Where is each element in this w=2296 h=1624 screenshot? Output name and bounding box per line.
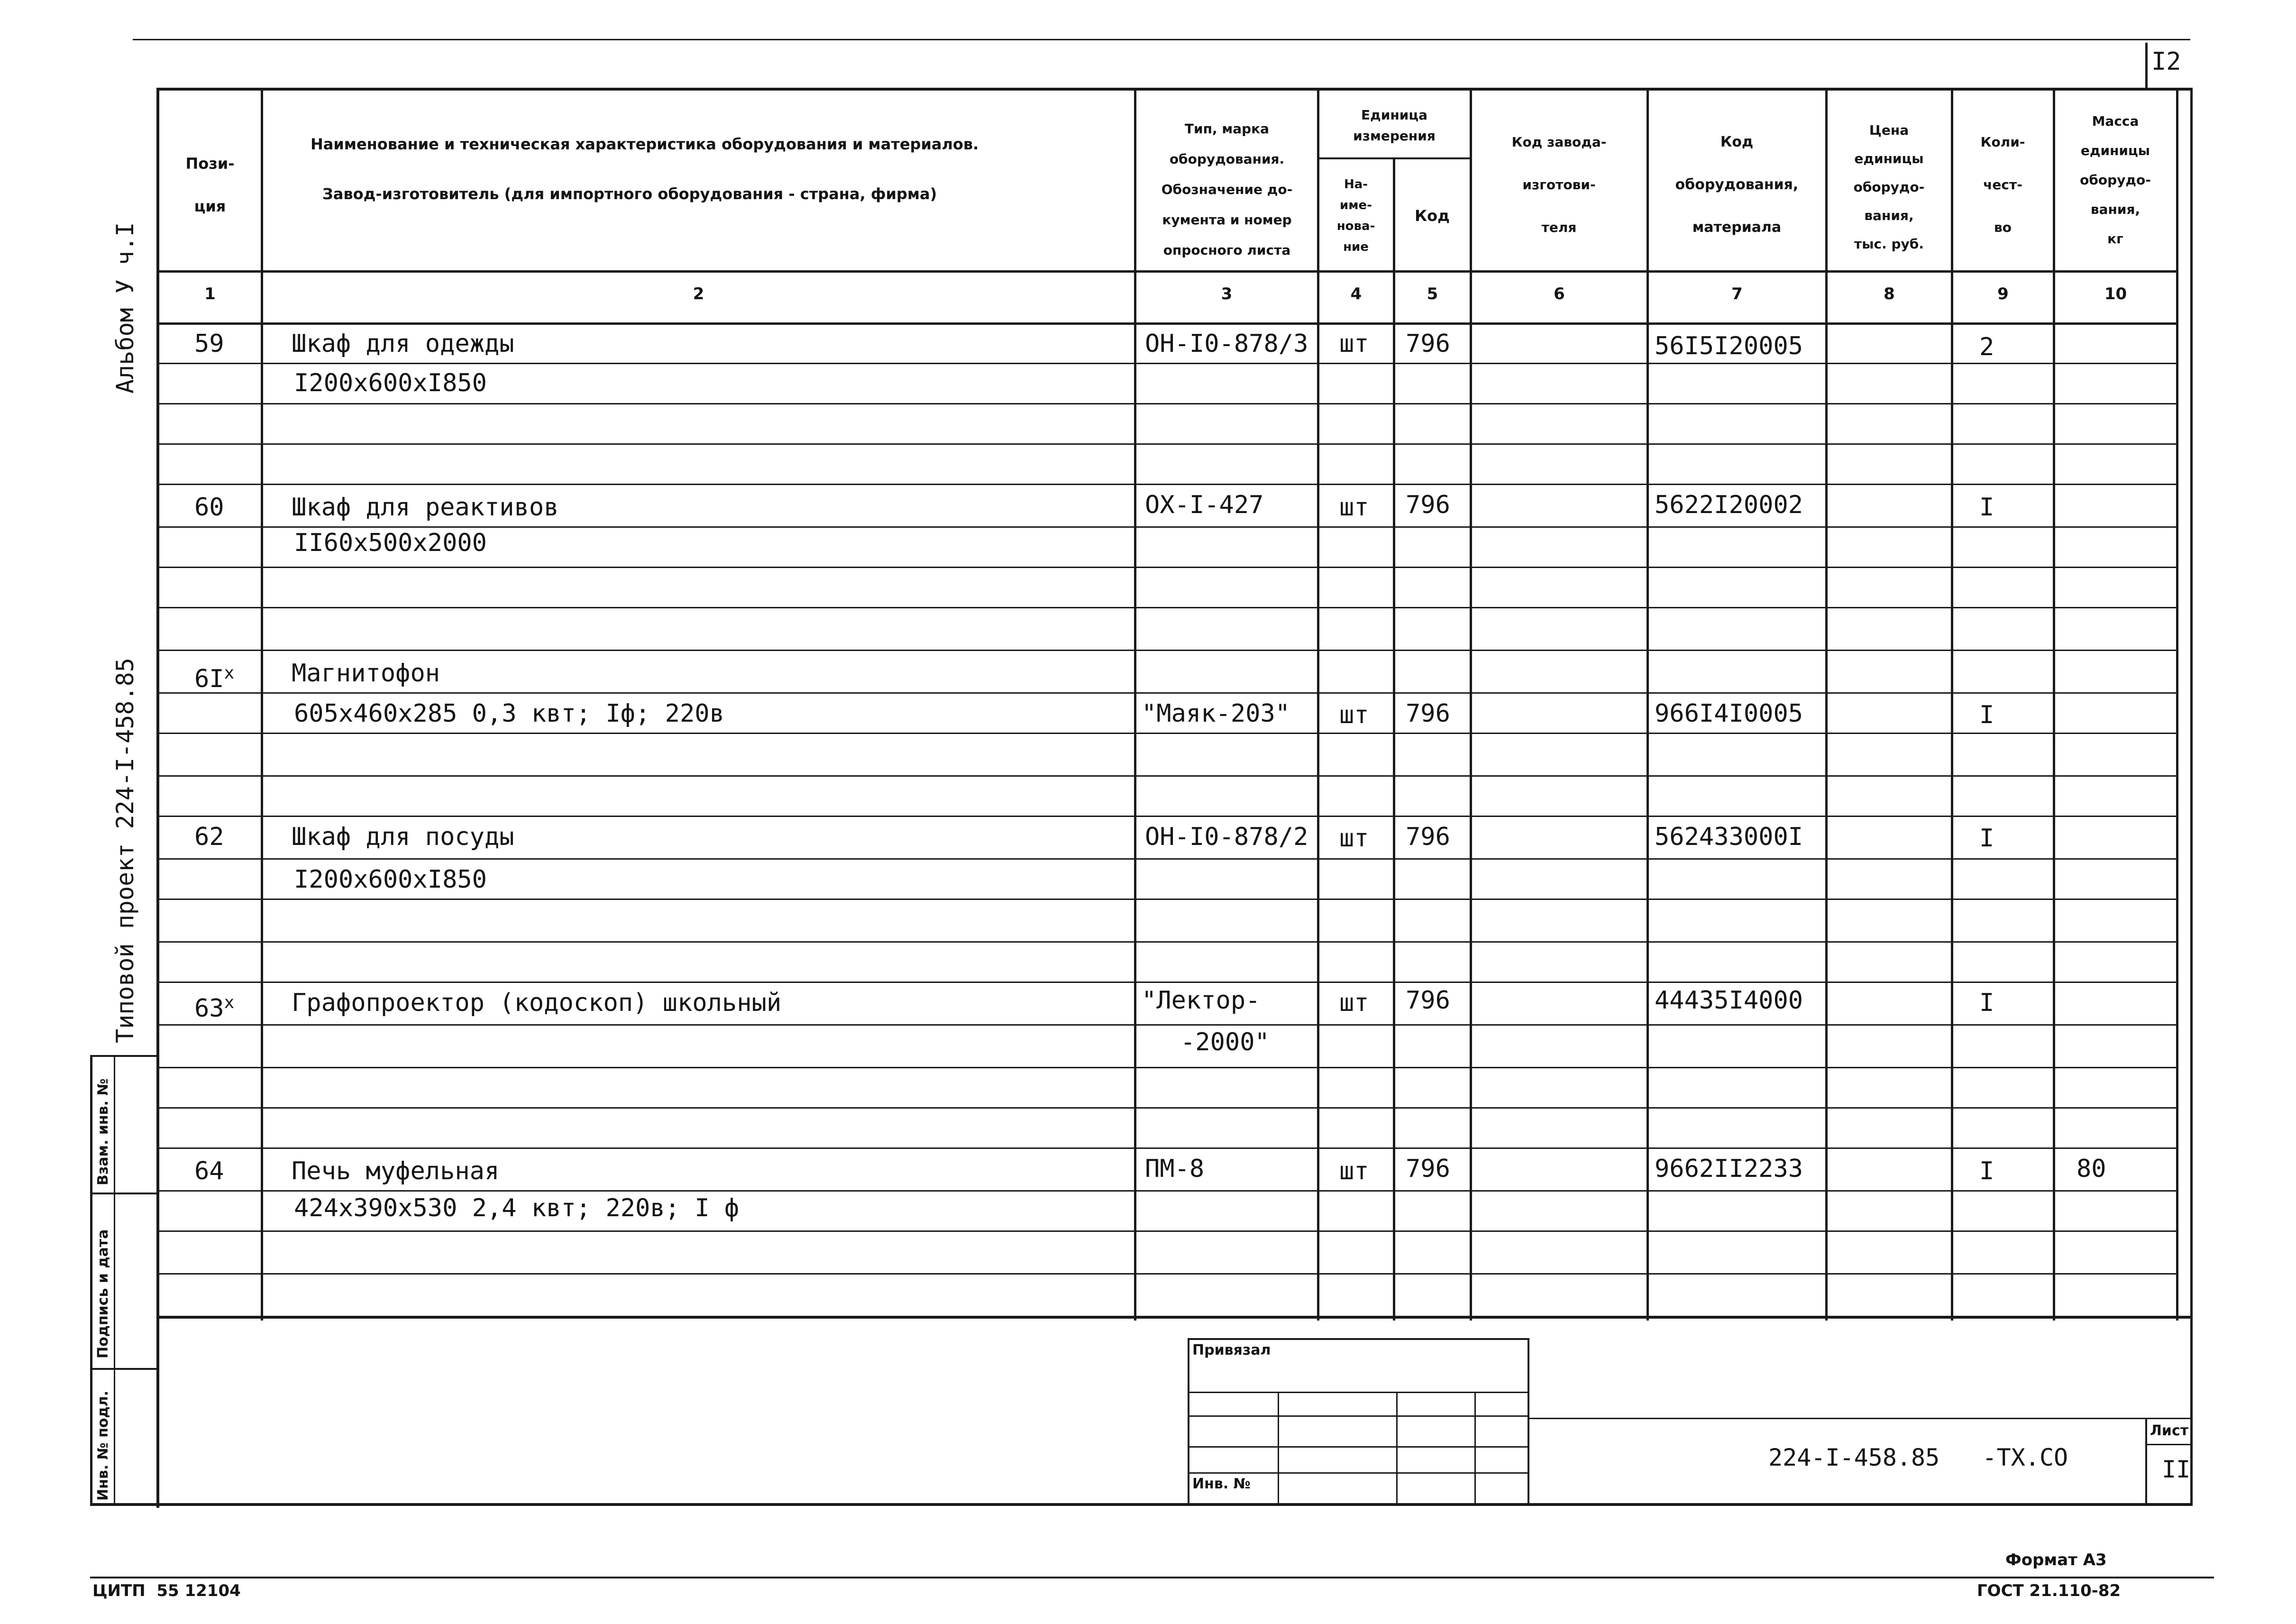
colnum-6: 6	[1554, 284, 1565, 303]
row-line	[159, 403, 2176, 404]
priv-col	[1474, 1392, 1476, 1505]
format-label: Формат А3	[2005, 1551, 2107, 1569]
row-line	[159, 1273, 2176, 1275]
stamp-inv-label: Инв. № подл.	[95, 1390, 111, 1501]
title-line	[1529, 1418, 2193, 1419]
row62-name: Шкаф для посуды	[292, 823, 514, 851]
header-unit-code: Код	[1415, 207, 1450, 225]
row59-pos: 59	[194, 330, 224, 358]
row62-qty: I	[1979, 824, 1994, 853]
row63-pos: 63$^x$	[194, 993, 235, 1023]
row-line	[159, 363, 2176, 364]
row59-code: 796	[1406, 330, 1450, 358]
row60-qty: I	[1979, 493, 1994, 522]
row-line	[159, 443, 2176, 445]
row-line	[159, 982, 2176, 983]
col-line-2	[1134, 90, 1136, 1321]
row60-pos: 60	[194, 493, 224, 522]
col-line-8	[1951, 90, 1953, 1321]
list-box-left	[2145, 1418, 2147, 1505]
row64-mass: 80	[2076, 1155, 2106, 1183]
row62-equip: 562433000I	[1655, 823, 1803, 851]
colnum-9: 9	[1997, 284, 2009, 303]
priv-line	[1188, 1415, 1529, 1417]
row63-name: Графопроектор (кодоскоп) школьный	[292, 989, 782, 1017]
stamp-line	[90, 1368, 159, 1370]
row61-specs: 605x460x285 0,3 квт; Iф; 220в	[294, 699, 724, 728]
priv-line	[1188, 1472, 1529, 1474]
col-line-1	[261, 90, 263, 1321]
row61-name: Магнитофон	[292, 659, 440, 688]
sheet-box-left	[2145, 43, 2148, 90]
col-line-6	[1647, 90, 1649, 1321]
row61-pos: $6I^x$	[194, 663, 235, 693]
row-line	[159, 650, 2176, 651]
row-line	[159, 1190, 2176, 1192]
header-maker-code: Код завода- изготови- теля	[1511, 134, 1607, 235]
stamp-line	[90, 1193, 159, 1194]
row64-pos: 64	[194, 1157, 224, 1185]
header-equip-code: Код оборудования, материала	[1675, 134, 1799, 236]
colnum-3: 3	[1221, 284, 1233, 303]
stamp-vzam-label: Взам. инв. №	[95, 1078, 111, 1185]
row59-qty: 2	[1979, 333, 1994, 361]
row63-code: 796	[1406, 986, 1450, 1015]
inv-no-label: Инв. №	[1192, 1476, 1251, 1492]
row62-unit: шт	[1339, 824, 1369, 853]
row60-equip: 5622I20002	[1655, 491, 1803, 519]
header-name-line1: Наименование и техническая характеристика оборудования и материалов.	[311, 135, 979, 153]
row-line	[159, 733, 2176, 734]
row64-equip: 9662II2233	[1655, 1155, 1803, 1183]
top-rule	[133, 39, 2190, 40]
col-line-9	[2053, 90, 2055, 1321]
header-price: Цена единицы оборудо- вания, тыс. руб.	[1853, 122, 1925, 252]
priv-col	[1278, 1392, 1279, 1505]
priv-right	[1528, 1338, 1529, 1504]
list-box-split	[2145, 1444, 2193, 1445]
colnum-10: 10	[2104, 284, 2127, 303]
row60-name: Шкаф для реактивов	[292, 493, 559, 522]
priv-col	[1396, 1392, 1398, 1505]
citp-label: ЦИТП 55 12104	[92, 1581, 241, 1600]
row64-type: ПМ-8	[1145, 1155, 1205, 1183]
header-type: Тип, марка оборудования. Обозначение до- кумента и номер опросного листа	[1161, 121, 1293, 258]
table-bottom-border	[159, 1316, 2193, 1319]
col-line-3	[1317, 90, 1319, 1321]
row63-unit: шт	[1339, 989, 1369, 1017]
row63-equip: 44435I4000	[1655, 986, 1803, 1015]
row64-specs: 424x390x530 2,4 квт; 220в; I ф	[294, 1194, 740, 1222]
header-name-line2: Завод-изготовитель (для импортного оборудования - страна, фирма)	[322, 185, 937, 203]
stamp-left	[90, 1055, 92, 1505]
row-line	[159, 607, 2176, 608]
footer-rule	[90, 1577, 2214, 1578]
album-label: Альбом У ч.I	[111, 222, 139, 394]
list-number: II	[2162, 1456, 2191, 1483]
row59-name: Шкаф для одежды	[292, 330, 514, 358]
row-line	[159, 941, 2176, 943]
row63-type: "Лектор-	[1142, 986, 1261, 1015]
frame-right-border	[2190, 90, 2193, 1504]
row64-name: Печь муфельная	[292, 1157, 500, 1185]
row-line	[159, 692, 2176, 694]
stamp-inner	[114, 1055, 115, 1505]
col-line-5	[1470, 90, 1472, 1321]
gost-label: ГОСТ 21.110-82	[1977, 1581, 2121, 1600]
header-bottom	[159, 270, 2176, 273]
row60-dims: II60x500x2000	[294, 529, 487, 557]
priv-line	[1188, 1392, 1529, 1393]
row61-qty: I	[1979, 701, 1994, 729]
row60-code: 796	[1406, 491, 1450, 519]
frame-bottom-border	[90, 1503, 2193, 1506]
row-line	[159, 775, 2176, 777]
project-label: Типовой проект 224-I-458.85	[111, 658, 139, 1043]
row62-type: ОН-I0-878/2	[1145, 823, 1308, 851]
row-line	[159, 858, 2176, 860]
row59-equip: 56I5I20005	[1655, 332, 1803, 360]
row59-type: ОН-I0-878/3	[1145, 330, 1308, 358]
privyazal-label: Привязал	[1192, 1342, 1271, 1358]
row64-qty: I	[1979, 1157, 1994, 1185]
colnum-4: 4	[1350, 284, 1362, 303]
sheet-number: I2	[2151, 47, 2181, 76]
row-line	[159, 1067, 2176, 1068]
row64-unit: шт	[1339, 1157, 1369, 1185]
col-line-4	[1393, 159, 1395, 1321]
colnum-1: 1	[204, 284, 216, 303]
row-line	[159, 1024, 2176, 1026]
priv-left	[1188, 1338, 1189, 1504]
header-unit-name: На- име- нова- ние	[1336, 177, 1375, 254]
table-top-border	[159, 88, 2193, 91]
row63-qty: I	[1979, 989, 1994, 1017]
header-unit-group: Единица измерения	[1353, 107, 1436, 144]
row60-unit: шт	[1339, 493, 1369, 522]
row62-pos: 62	[194, 823, 224, 851]
row59-unit: шт	[1339, 330, 1369, 358]
col-line-7	[1825, 90, 1828, 1321]
header-qty: Коли- чест- во	[1980, 134, 2025, 235]
document-code: 224-I-458.85 -ТХ.СО	[1768, 1444, 2068, 1471]
row61-type: "Маяк-203"	[1142, 699, 1290, 728]
row61-equip: 966I4I0005	[1655, 699, 1803, 728]
row-line	[159, 1147, 2176, 1149]
priv-line	[1188, 1446, 1529, 1448]
colnum-bottom	[159, 322, 2176, 325]
stamp-line	[90, 1055, 159, 1057]
row-line	[159, 1230, 2176, 1232]
row61-unit: шт	[1339, 701, 1369, 729]
header-pos: Пози- ция	[185, 155, 235, 215]
row60-type: ОХ-I-427	[1145, 491, 1264, 519]
row-line	[159, 899, 2176, 900]
row-line	[159, 567, 2176, 568]
col-line-10	[2176, 90, 2178, 1321]
row-line	[159, 1107, 2176, 1109]
row-line	[159, 816, 2176, 817]
colnum-2: 2	[693, 284, 704, 303]
row63-type-cont: -2000"	[1180, 1028, 1270, 1056]
row62-dims: I200x600xI850	[294, 865, 487, 894]
unit-group-split	[1317, 157, 1471, 159]
row59-dims: I200x600xI850	[294, 369, 487, 397]
header-mass: Масса единицы оборудо- вания, кг	[2080, 113, 2151, 247]
row62-code: 796	[1406, 823, 1450, 851]
row61-code: 796	[1406, 699, 1450, 728]
row-line	[159, 526, 2176, 528]
stamp-podpis-label: Подпись и дата	[95, 1229, 111, 1358]
row-line	[159, 484, 2176, 485]
colnum-7: 7	[1731, 284, 1743, 303]
colnum-5: 5	[1427, 284, 1438, 303]
list-label: Лист	[2150, 1422, 2189, 1439]
colnum-8: 8	[1884, 284, 1895, 303]
row64-code: 796	[1406, 1155, 1450, 1183]
priv-top	[1188, 1338, 1529, 1340]
